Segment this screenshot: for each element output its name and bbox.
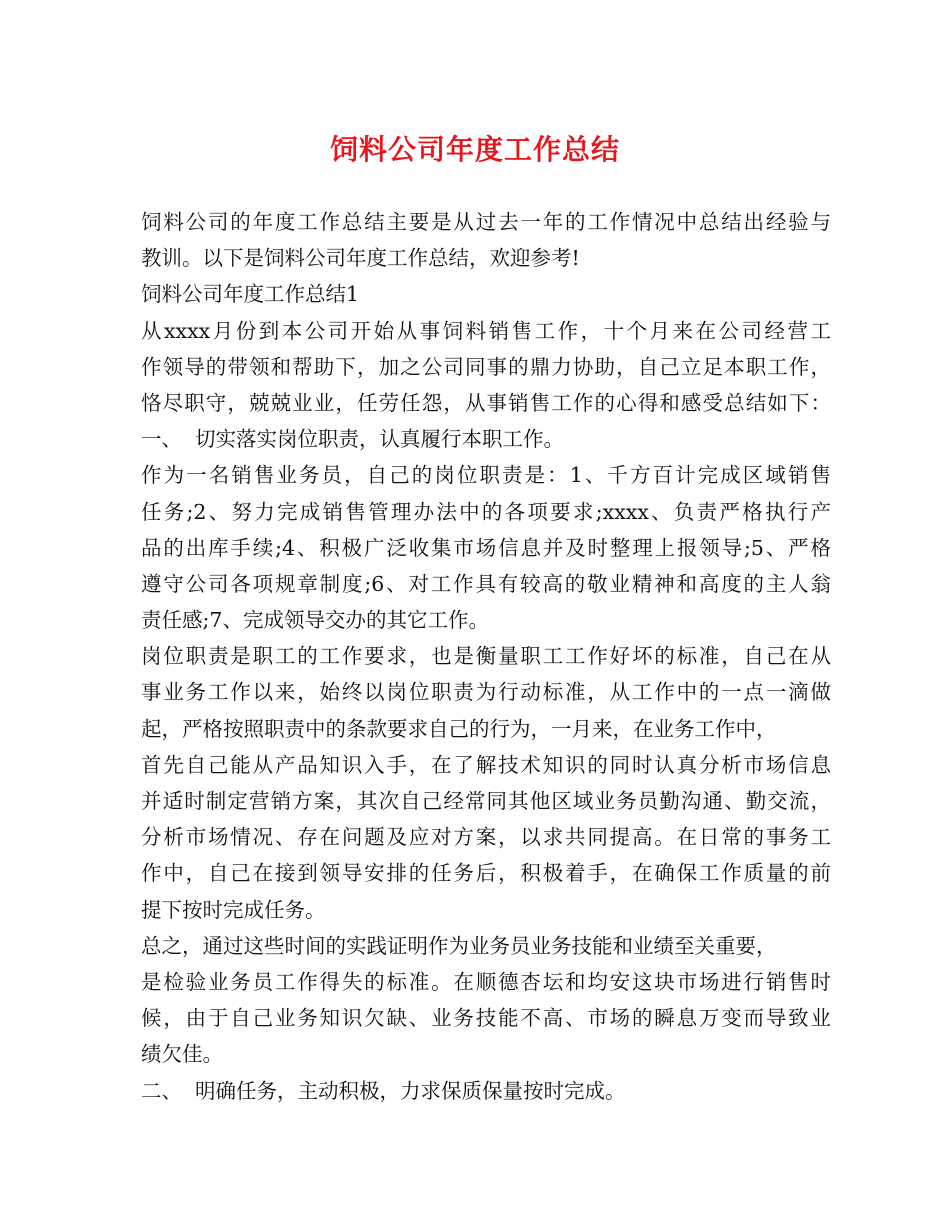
text-line: 从xxxx月份到本公司开始从事饲料销售工作，十个月来在公司经营工 — [141, 318, 831, 343]
text-line: 岗位职责是职工的工作要求，也是衡量职工工作好坏的标准，自己在从 — [141, 644, 831, 669]
section-heading: 二、 明确任务，主动积极，力求保质保量按时完成。 — [141, 1078, 626, 1103]
text-line: 总之，通过这些时间的实践证明作为业务员业务技能和业绩至关重要， — [141, 933, 777, 958]
text-line: 饲料公司的年度工作总结主要是从过去一年的工作情况中总结出经验与 — [141, 210, 831, 234]
text-line: 作领导的带领和帮助下，加之公司同事的鼎力协助，自己立足本职工作， — [141, 354, 831, 379]
document-body — [141, 204, 831, 1109]
text-line: 起，严格按照职责中的条款要求自己的行为，一月来，在业务工作中， — [141, 716, 777, 741]
text-line: 恪尽职守，兢兢业业，任劳任怨，从事销售工作的心得和感受总结如下： — [141, 390, 831, 415]
document-title: 饲料公司年度工作总结 — [329, 133, 620, 166]
text-line: 品的出库手续;4、积极广泛收集市场信息并及时整理上报领导;5、严格 — [141, 535, 831, 560]
text-line: 任务;2、努力完成销售管理办法中的各项要求;xxxx、负责严格执行产 — [141, 499, 831, 524]
text-line: 是检验业务员工作得失的标准。在顺德杏坛和均安这块市场进行销售时 — [141, 969, 831, 994]
text-line: 作中，自己在接到领导安排的任务后，积极着手，在确保工作质量的前 — [141, 861, 831, 886]
section-heading: 饲料公司年度工作总结1 — [141, 282, 360, 307]
text-line: 绩欠佳。 — [141, 1042, 223, 1067]
text-line: 作为一名销售业务员，自己的岗位职责是：1、千方百计完成区域销售 — [141, 463, 831, 488]
section-heading: 一、 切实落实岗位职责，认真履行本职工作。 — [141, 427, 565, 452]
text-line: 提下按时完成任务。 — [141, 897, 326, 922]
text-line: 候，由于自己业务知识欠缺、业务技能不高、市场的瞬息万变而导致业 — [141, 1006, 831, 1031]
text-line: 并适时制定营销方案，其次自己经常同其他区域业务员勤沟通、勤交流， — [141, 789, 831, 813]
text-line: 事业务工作以来，始终以岗位职责为行动标准，从工作中的一点一滴做 — [141, 680, 831, 705]
text-line: 教训。以下是饲料公司年度工作总结，欢迎参考! — [141, 246, 580, 271]
text-line: 责任感;7、完成领导交办的其它工作。 — [141, 608, 489, 633]
text-line: 遵守公司各项规章制度;6、对工作具有较高的敬业精神和高度的主人翁 — [141, 571, 831, 596]
text-line: 首先自己能从产品知识入手，在了解技术知识的同时认真分析市场信息 — [141, 752, 831, 777]
text-line: 分析市场情况、存在问题及应对方案，以求共同提高。在日常的事务工 — [141, 825, 831, 850]
